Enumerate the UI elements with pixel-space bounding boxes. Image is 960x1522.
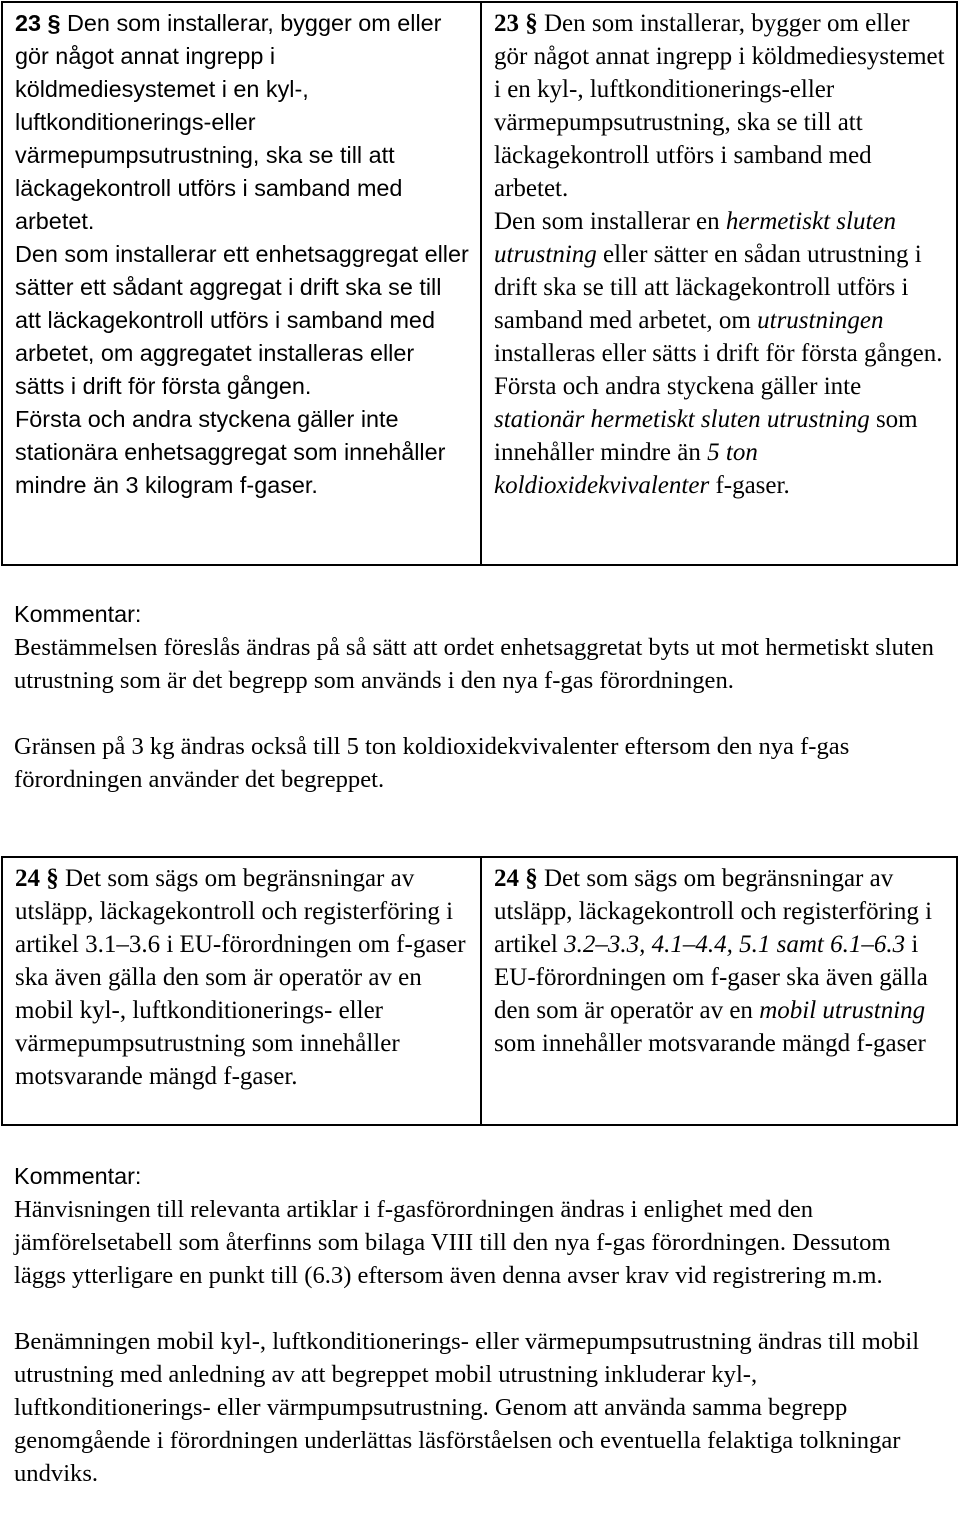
paragraph-1	[494, 862, 946, 1060]
current-text-cell	[2, 857, 481, 1125]
text-run: installeras eller sätts i drift för första gången.	[494, 340, 943, 367]
emphasis-text: stationär hermetiskt sluten utrustning	[494, 406, 870, 433]
table-row	[2, 2, 957, 565]
paragraph-2	[494, 205, 946, 370]
paragraph-3	[494, 370, 946, 502]
emphasis-text: mobil utrustning	[759, 997, 926, 1024]
current-text-cell	[2, 2, 481, 565]
paragraph-3: Första och andra styckena gäller inte stationära enhetsaggregat som innehåller mindre än 3 kilogram f-gaser.	[15, 406, 446, 498]
text-run: som innehåller mindre än	[494, 406, 918, 466]
text-run: eller sätter en sådan utrustning i drift ska se till att läckagekontroll utförs i samband med arbetet, om	[494, 241, 922, 334]
paragraph-text: Den som installerar, bygger om eller gör något annat ingrepp i köldmediesystemet i en kyl-, luftkonditionerings-eller värmepumpsutrustning, ska se till att läckagekontroll utförs i samband med arbetet.	[494, 10, 945, 202]
text-run: Det som sägs om begränsningar av utsläpp, läckagekontroll och registerföring i artikel	[494, 865, 933, 958]
comment-block-24	[14, 1160, 944, 1490]
paragraph-1	[494, 7, 946, 205]
emphasis-text: utrustningen	[757, 307, 884, 334]
table-row	[2, 857, 957, 1125]
comment-paragraph: Gränsen på 3 kg ändras också till 5 ton koldioxidekvivalenter eftersom den nya f-gas förordningen använder det begreppet.	[14, 733, 850, 793]
section-number: 23 §	[494, 10, 538, 37]
text-run: Första och andra styckena gäller inte	[494, 373, 862, 400]
section-number: 24 §	[494, 865, 538, 892]
comment-block-23	[14, 598, 944, 796]
comment-label: Kommentar:	[14, 1163, 142, 1189]
text-run: Den som installerar en	[494, 208, 726, 235]
paragraph-text: Det som sägs om begränsningar av utsläpp, läckagekontroll och registerföring i artikel 3.1–3.6 i EU-förordningen om f-gaser ska även gälla den som är operatör av en mobil kyl-, luftkonditionerings- eller värmepumpsutrustning som innehåller motsvarande mängd f-gaser.	[15, 865, 466, 1090]
comment-label: Kommentar:	[14, 601, 142, 627]
comparison-table-23	[1, 1, 958, 566]
paragraph-1	[15, 7, 470, 238]
section-number: 24 §	[15, 865, 59, 892]
comment-paragraph: Benämningen mobil kyl-, luftkonditionerings- eller värmepumpsutrustning ändras till mobil utrustning med anledning av att begreppet mobil utrustning inkluderar kyl-, luftkonditionerings- eller värmpumpsutrustning. Genom att använda samma begrepp genomgående i förordningen underlättas läsförståelsen och eventuella felaktiga tolkningar undviks.	[14, 1328, 920, 1487]
proposed-text-cell	[481, 857, 957, 1125]
comment-paragraph: Hänvisningen till relevanta artiklar i f-gasförordningen ändras i enlighet med den jämförelsetabell som återfinns som bilaga VIII till den nya f-gas förordningen. Dessutom läggs ytterligare en punkt till (6.3) eftersom även denna avser krav vid registrering m.m.	[14, 1196, 891, 1289]
section-number: 23 §	[15, 10, 61, 36]
emphasis-text: 3.2–3.3, 4.1–4.4, 5.1 samt 6.1–6.3	[564, 931, 906, 958]
paragraph-text: Den som installerar, bygger om eller gör något annat ingrepp i köldmediesystemet i en kyl-, luftkonditionerings-eller värmepumpsutrustning, ska se till att läckagekontroll utförs i samband med arbetet.	[15, 10, 442, 234]
comparison-table-24	[1, 856, 958, 1126]
emphasis-text: hermetiskt sluten utrustning	[494, 208, 896, 268]
proposed-text-cell	[481, 2, 957, 565]
text-run: f-gaser.	[709, 472, 790, 499]
paragraph-1	[15, 862, 470, 1093]
text-run: i EU-förordningen om f-gaser ska även gälla den som är operatör av en	[494, 931, 928, 1024]
emphasis-text: 5 ton koldioxidekvivalenter	[494, 439, 758, 499]
comment-paragraph: Bestämmelsen föreslås ändras på så sätt att ordet enhetsaggretat byts ut mot hermetiskt sluten utrustning som är det begrepp som används i den nya f-gas förordningen.	[14, 634, 934, 694]
paragraph-2: Den som installerar ett enhetsaggregat eller sätter ett sådant aggregat i drift ska se till att läckagekontroll utförs i samband med arbetet, om aggregatet installeras eller sätts i drift för första gången.	[15, 241, 469, 399]
text-run: som innehåller motsvarande mängd f-gaser	[494, 1030, 926, 1057]
